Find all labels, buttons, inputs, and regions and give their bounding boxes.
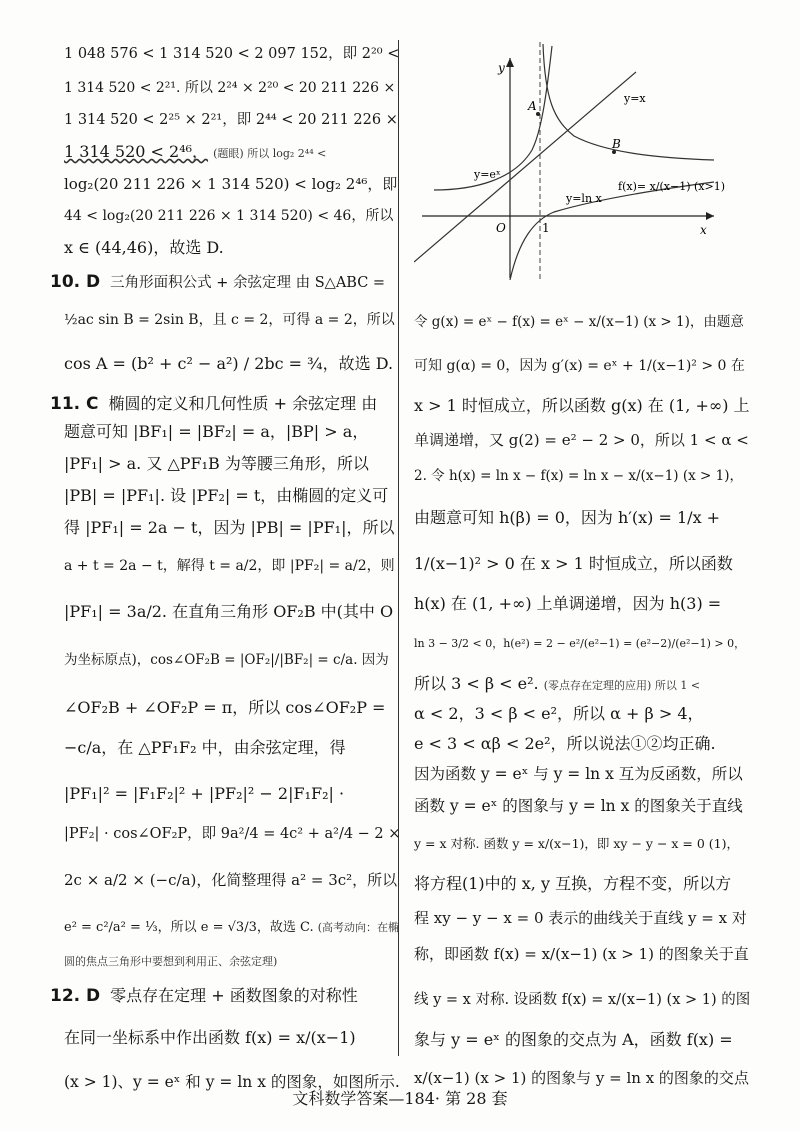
- question-start: 由: [361, 394, 378, 413]
- text-line: |PF₁|² = |F₁F₂|² + |PF₂|² − 2|F₁F₂| ·: [64, 784, 345, 803]
- question-topic: 三角形面积公式 + 余弦定理: [110, 275, 292, 291]
- point-b-label: B: [612, 137, 621, 151]
- text-line: 1 314 520 < 2²⁵ × 2²¹，即 2⁴⁴ < 20 211 226 ×: [64, 112, 398, 128]
- hyperbola-label: f(x)= x/(x−1) (x>1): [618, 180, 725, 193]
- question-number: 12. D: [50, 986, 101, 1006]
- equation-text: e² = c²/a² = ⅓，所以 e = √3/3，故选 C.: [64, 920, 314, 935]
- curve-ln: [510, 182, 714, 280]
- tick-label-one: 1: [542, 221, 550, 235]
- text-line: |PB| = |PF₁|. 设 |PF₂| = t，由椭圆的定义可: [64, 486, 389, 505]
- text-line: 函数 y = eˣ 的图象与 y = ln x 的图象关于直线: [414, 797, 743, 815]
- y-axis-arrow: [506, 58, 514, 67]
- text-line: 2. 令 h(x) = ln x − f(x) = ln x − x/(x−1) (x > 1)，: [414, 468, 743, 484]
- text-line: |PF₁| > a. 又 △PF₁B 为等腰三角形，所以: [64, 454, 369, 473]
- question-topic: 椭圆的定义和几何性质 + 余弦定理: [108, 394, 357, 413]
- line-y-equals-x: [414, 72, 636, 262]
- text-line: a + t = 2a − t，解得 t = a/2，即 |PF₂| = a/2，则: [64, 558, 395, 574]
- annotation-note: (高考动向：在椭: [317, 921, 400, 934]
- question-12-header: [50, 986, 358, 1006]
- text-line: cos A = (b² + c² − a²) / 2bc = ¾，故选 D.: [64, 354, 394, 373]
- y-axis-label: y: [498, 61, 505, 75]
- text-line-content: 所以 3 < β < e².: [414, 674, 539, 693]
- text-line: 1 314 520 < 2²¹. 所以 2²⁴ × 2²⁰ < 20 211 226 ×: [64, 80, 396, 96]
- text-line: ln 3 − 3/2 < 0，h(e²) = 2 − e²/(e²−1) = (e²−2)/(e²−1) > 0，: [414, 637, 746, 650]
- text-line: 1 048 576 < 1 314 520 < 2 097 152，即 2²⁰ <: [64, 46, 400, 62]
- text-line: α < 2，3 < β < e²，所以 α + β > 4，: [414, 704, 704, 723]
- question-10-header: [50, 272, 385, 293]
- annotation-note: 圆的焦点三角形中要想到利用正、余弦定理): [64, 955, 278, 968]
- text-line: 可知 g(α) = 0，因为 g′(x) = eˣ + 1/(x−1)² > 0 在: [414, 358, 745, 374]
- text-line: |PF₁| = 3a/2. 在直角三角形 OF₂B 中(其中 O: [64, 602, 394, 621]
- text-line: e < 3 < αβ < 2e²，所以说法①②均正确.: [414, 734, 716, 753]
- text-line-content: 同一坐标系中作出函数 f(x) = x/(x−1): [80, 1028, 356, 1047]
- text-line: y = x 对称. 函数 y = x/(x−1)，即 xy − y − x = 0 (1)，: [414, 836, 739, 851]
- question-start: 在: [64, 1028, 81, 1047]
- text-line: log₂(20 211 226 × 1 314 520) < log₂ 2⁴⁶，即: [64, 175, 398, 193]
- x-axis-arrow: [706, 212, 714, 220]
- text-line: 1/(x−1)² > 0 在 x > 1 时恒成立，所以函数: [414, 554, 733, 573]
- text-line: 2c × a/2 × (−c/a)，化简整理得 a² = 3c²，所以: [64, 871, 398, 889]
- text-line: 单调递增，又 g(2) = e² − 2 > 0，所以 1 < α <: [414, 431, 749, 449]
- text-line: [64, 918, 399, 938]
- exponential-label: y=eˣ: [474, 168, 501, 181]
- origin-label: O: [496, 221, 506, 235]
- text-line: 象与 y = eˣ 的图象的交点为 A，函数 f(x) =: [414, 1030, 733, 1049]
- question-topic: 零点存在定理 + 函数图象的对称性: [110, 986, 358, 1005]
- text-line: h(x) 在 (1, +∞) 上单调递增，因为 h(3) =: [414, 594, 722, 613]
- function-graph: [414, 40, 736, 290]
- annotation-note: (零点存在定理的应用) 所以 1 <: [543, 679, 701, 692]
- text-line: |PF₂| · cos∠OF₂P，即 9a²/4 = 4c² + a²/4 − 2 ×: [64, 826, 401, 842]
- text-line: 由题意可知 h(β) = 0，因为 h′(x) = 1/x +: [414, 508, 721, 527]
- text-line: x/(x−1) (x > 1) 的图象与 y = ln x 的图象的交点: [414, 1069, 749, 1087]
- question-start: 由 S△ABC =: [295, 275, 386, 291]
- text-line: 题意可知 |BF₁| = |BF₂| = a，|BP| > a，: [64, 422, 369, 441]
- annotation-note: (题眼) 所以 log₂ 2⁴⁴ <: [213, 147, 327, 160]
- question-number: 11. C: [50, 394, 99, 414]
- text-line: 得 |PF₁| = 2a − t，因为 |PB| = |PF₁|，所以: [64, 518, 395, 537]
- text-line: [64, 142, 326, 164]
- text-line: 因为函数 y = eˣ 与 y = ln x 互为反函数，所以: [414, 765, 743, 783]
- text-line: x > 1 时恒成立，所以函数 g(x) 在 (1, +∞) 上: [414, 396, 750, 415]
- question-11-header: [50, 394, 377, 414]
- text-line: x ∈ (44,46)，故选 D.: [64, 238, 224, 257]
- line-y-equals-x-label: y=x: [624, 92, 646, 105]
- ln-label: y=ln x: [566, 192, 602, 205]
- text-line: 为坐标原点)，cos∠OF₂B = |OF₂|/|BF₂| = c/a. 因为: [64, 652, 389, 668]
- text-line: 将方程(1)中的 x, y 互换，方程不变，所以方: [414, 874, 732, 893]
- column-divider: [398, 40, 399, 1056]
- text-line: ∠OF₂B + ∠OF₂P = π，所以 cos∠OF₂P =: [64, 698, 386, 717]
- question-number: 10. D: [50, 272, 101, 292]
- text-line: 称，即函数 f(x) = x/(x−1) (x > 1) 的图象关于直: [414, 945, 749, 963]
- x-axis-label: x: [700, 223, 707, 237]
- text-line: 线 y = x 对称. 设函数 f(x) = x/(x−1) (x > 1) 的图: [414, 992, 751, 1008]
- text-line: 程 xy − y − x = 0 表示的曲线关于直线 y = x 对: [414, 909, 747, 927]
- text-line: ½ac sin B = 2sin B，且 c = 2，可得 a = 2，所以: [64, 312, 395, 328]
- text-line: (x > 1)、y = eˣ 和 y = ln x 的图象，如图所示.: [64, 1073, 400, 1091]
- text-line: [64, 1028, 356, 1048]
- text-line: 令 g(x) = eˣ − f(x) = eˣ − x/(x−1) (x > 1)，由题意: [414, 314, 744, 330]
- key-step-text: 1 314 520 < 2⁴⁶，: [64, 142, 209, 161]
- page-footer: 文科数学答案—184· 第 28 套: [292, 1089, 508, 1108]
- text-line: 44 < log₂(20 211 226 × 1 314 520) < 46，所以: [64, 208, 394, 224]
- text-line: [414, 674, 700, 696]
- point-a-label: A: [528, 99, 537, 113]
- text-line: −c/a，在 △PF₁F₂ 中，由余弦定理，得: [64, 738, 346, 757]
